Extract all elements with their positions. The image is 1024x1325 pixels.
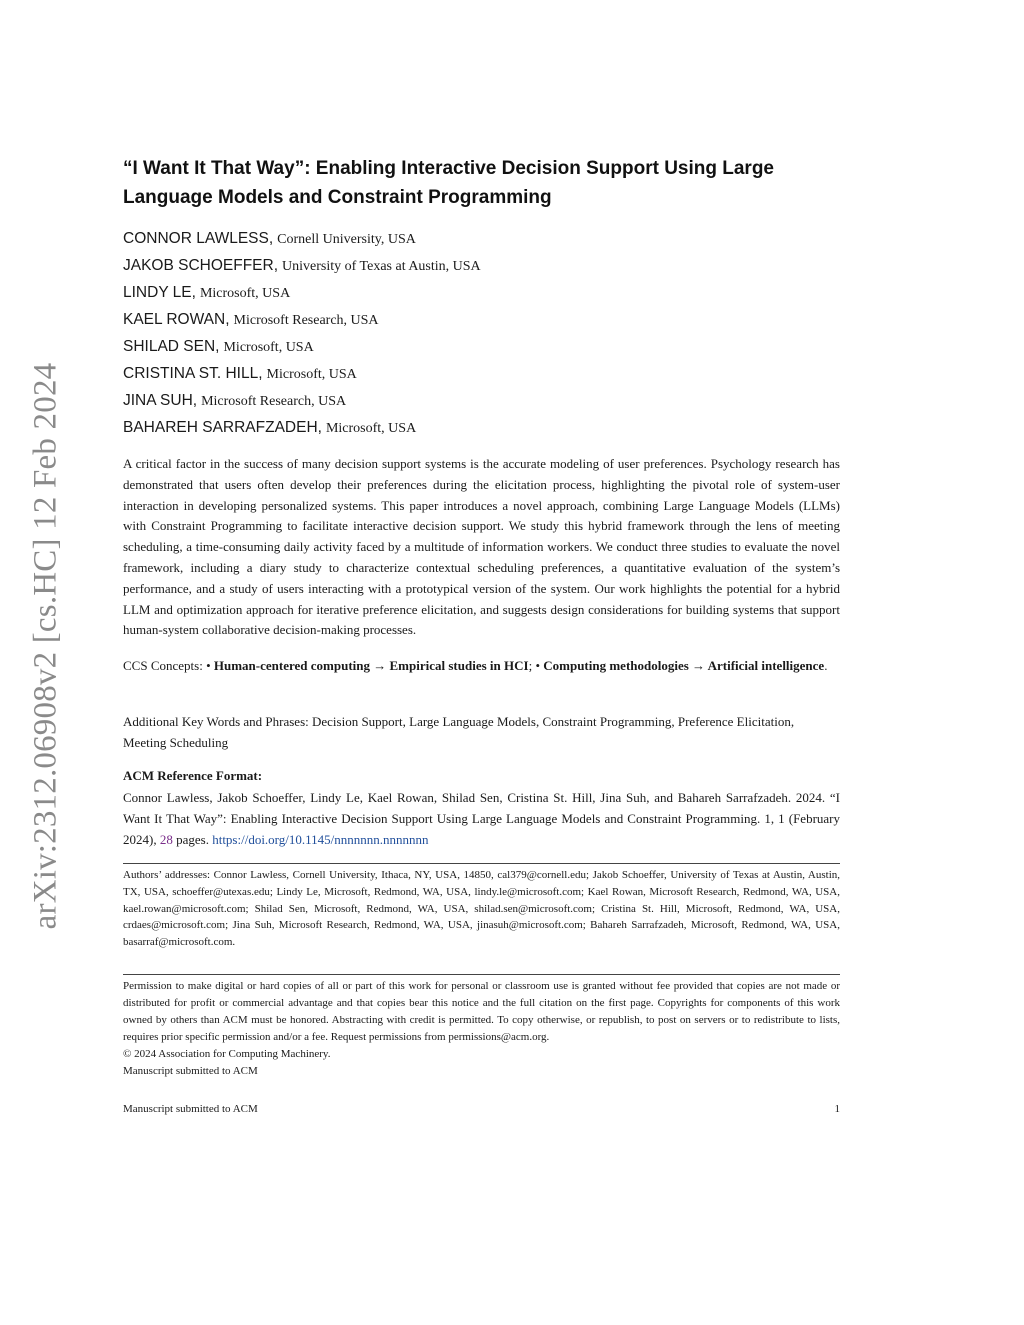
author-list <box>123 229 840 445</box>
ccs-separator: ; <box>528 658 536 673</box>
author-name: CONNOR LAWLESS, <box>123 230 274 247</box>
footer-manuscript: Manuscript submitted to ACM <box>123 1103 258 1115</box>
doi-link[interactable]: https://doi.org/10.1145/nnnnnnn.nnnnnnn <box>212 832 429 847</box>
author-name: KAEL ROWAN, <box>123 311 230 328</box>
author-affiliation: Microsoft, USA <box>223 340 314 355</box>
author-entry <box>123 310 840 337</box>
author-entry <box>123 391 840 418</box>
paper-title: “I Want It That Way”: Enabling Interactive Decision Support Using Large Language Models and Constraint Programming <box>123 158 774 208</box>
abstract: A critical factor in the success of many decision support systems is the accurate modeling of user preferences. Psychology research has demonstrated that users often develop their preferences during the elicitation process, highlighting the pivotal role of system-user interaction in developing personalized systems. This paper introduces a novel approach, combining Large Language Models (LLMs) with Constraint Programming to facilitate interactive decision support. We study this hybrid framework through the lens of meeting scheduling, a time-consuming daily activity faced by a multitude of information workers. We conduct three studies to evaluate the novel framework, including a diary study to characterize contextual scheduling preferences, a quantitative evaluation of the system’s performance, and a study of users interacting with a prototypical version of the system. Our work highlights the potential for a hybrid LLM and optimization approach for iterative preference elicitation, and suggests design considerations for building systems that support human-system collaborative decision-making processes. <box>123 456 840 638</box>
permission-notice: Permission to make digital or hard copies of all or part of this work for personal or classroom use is granted without fee provided that copies are not made or distributed for profit or commercial advantage and that copies bear this notice and the full citation on the first page. Copyrights for components of this work owned by others than ACM must be honored. Abstracting with credit is permitted. To copy otherwise, or republish, to post on servers or to redistribute to lists, requires prior specific permission and/or a fee. Request permissions from permissions@acm.org. <box>123 980 840 1043</box>
ccs-arrow: → <box>688 658 708 673</box>
acm-reference-heading: ACM Reference Format: <box>123 768 263 783</box>
author-affiliation: Microsoft, USA <box>325 421 417 436</box>
paper-page <box>123 0 840 1325</box>
ccs-subconcept: Empirical studies in HCI <box>389 658 529 673</box>
acm-citation: Connor Lawless, Jakob Schoeffer, Lindy Le, Kael Rowan, Shilad Sen, Cristina St. Hill, Jina Suh, and Bahareh Sarrafzadeh. 2024. “I Want It That Way”: Enabling Interactive Decision Support Using Large Language Models and Constraint Programming. 1, 1 (February 2024), <box>123 790 840 847</box>
acm-reference <box>123 787 840 850</box>
ccs-concepts <box>123 655 840 676</box>
ccs-label: CCS Concepts: <box>123 658 207 673</box>
author-entry <box>123 283 840 310</box>
author-entry <box>123 418 840 445</box>
author-name: JINA SUH, <box>123 392 198 409</box>
author-affiliation: University of Texas at Austin, USA <box>282 259 481 274</box>
ccs-subconcept: Artificial intelligence <box>707 658 825 673</box>
author-affiliation: Microsoft, USA <box>266 367 357 382</box>
ccs-bullet: • <box>206 658 214 673</box>
author-affiliation: Cornell University, USA <box>277 232 416 247</box>
keywords: Additional Key Words and Phrases: Decision Support, Large Language Models, Constraint Programming, Preference Elicitation, Meeting Scheduling <box>123 714 795 750</box>
permission-divider <box>123 974 840 975</box>
author-name: SHILAD SEN, <box>123 338 220 355</box>
author-affiliation: Microsoft Research, USA <box>233 313 379 328</box>
author-name: BAHAREH SARRAFZADEH, <box>123 419 322 436</box>
ccs-arrow: → <box>370 658 390 673</box>
author-name: LINDY LE, <box>123 284 196 301</box>
author-name: JAKOB SCHOEFFER, <box>123 257 279 274</box>
arxiv-identifier: arXiv:2312.06908v2 [cs.HC] 12 Feb 2024 <box>27 362 64 930</box>
ccs-concept: Computing methodologies <box>543 658 689 673</box>
author-affiliation: Microsoft, USA <box>199 286 291 301</box>
author-entry <box>123 256 840 283</box>
author-entry <box>123 337 840 364</box>
copyright-notice: © 2024 Association for Computing Machinery. <box>123 1048 331 1060</box>
arxiv-sidebar <box>0 0 90 1325</box>
author-addresses: Authors’ addresses: Connor Lawless, Cornell University, Ithaca, NY, USA, 14850, cal379@cornell.edu; Jakob Schoeffer, University of Texas at Austin, Austin, TX, USA, schoeffer@utexas.edu; Lindy Le, Microsoft, Redmond, WA, USA, lindy.le@microsoft.com; Kael Rowan, Microsoft Research, Redmond, WA, USA, kael.rowan@microsoft.com; Shilad Sen, Microsoft, Redmond, WA, USA, shilad.sen@microsoft.com; Cristina St. Hill, Microsoft, Redmond, WA, USA, crdaes@microsoft.com; Jina Suh, Microsoft Research, Redmond, WA, USA, jinasuh@microsoft.com; Bahareh Sarrafzadeh, Microsoft, Redmond, WA, USA, basarraf@microsoft.com. <box>123 869 840 949</box>
author-name: CRISTINA ST. HILL, <box>123 365 263 382</box>
author-entry <box>123 229 840 256</box>
ccs-bullet: • <box>535 658 544 673</box>
footnote-divider <box>123 863 840 864</box>
page-count-link[interactable]: 28 <box>159 832 173 847</box>
author-affiliation: Microsoft Research, USA <box>201 394 347 409</box>
ccs-concept: Human-centered computing <box>213 658 371 673</box>
ccs-end: . <box>824 658 828 673</box>
page-number: 1 <box>834 1103 840 1115</box>
manuscript-note: Manuscript submitted to ACM <box>123 1065 258 1077</box>
author-entry <box>123 364 840 391</box>
pages-suffix: pages. <box>172 832 213 847</box>
